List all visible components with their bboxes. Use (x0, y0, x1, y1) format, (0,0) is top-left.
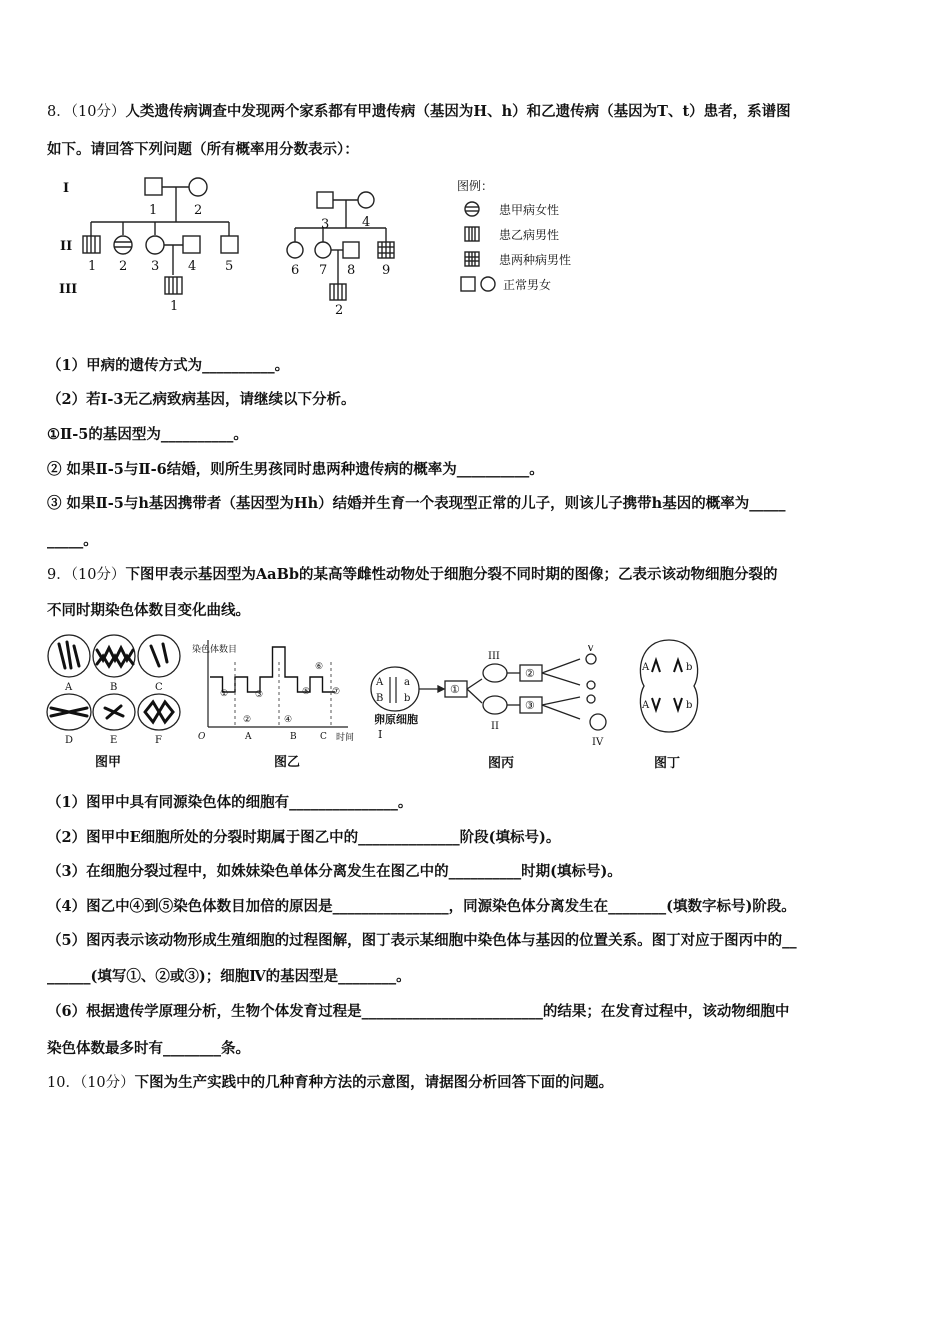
q8-sub2: （2）若I-3无乙病致病基因，请继续以下分析。 (47, 391, 356, 408)
q9-sub5-cont: ______(填写①、②或③)；细胞Ⅳ的基因型是________。 (47, 968, 411, 985)
legend-normal-male (461, 277, 475, 291)
svg-text:2: 2 (119, 259, 128, 274)
q9-sub6: （6）根据遗传学原理分析，生物个体发育过程是_________________________的结果；在发育过程中，该动物细胞中 (47, 1003, 790, 1020)
f1-gen2-male4 (183, 236, 200, 253)
f1-gen1-female (189, 178, 207, 196)
q8-sub2b: ② 如果Ⅱ-5与Ⅱ-6结婚，则所生男孩同时患两种遗传病的概率为__________。 (47, 461, 544, 478)
q8-header: 8．（10分）人类遗传病调查中发现两个家系都有甲遗传病（基因为H、h）和乙遗传病（基因为T、t）患者，系谱图 (47, 103, 791, 120)
fig-ding (636, 634, 706, 774)
f1-gen2-male5 (221, 236, 238, 253)
svg-text:4: 4 (362, 215, 371, 230)
yi-stage-7: ⑦ (332, 687, 341, 697)
svg-text:III: III (488, 651, 500, 662)
yi-stage-6: ⑥ (315, 662, 324, 672)
q9-sub4: （4）图乙中④到⑤染色体数目加倍的原因是________________，同源染色体分离发生在________(填数字标号)阶段。 (47, 898, 796, 915)
fig-bing (370, 645, 630, 773)
svg-text:6: 6 (291, 263, 300, 278)
q9-sub1: （1）图甲中具有同源染色体的细胞有_______________。 (47, 794, 413, 811)
svg-text:B: B (376, 693, 384, 704)
q8-sub1: （1）甲病的遗传方式为__________。 (47, 357, 290, 374)
bing-roman-i: I (378, 728, 383, 741)
svg-text:①: ① (450, 683, 460, 696)
svg-text:1: 1 (88, 259, 97, 274)
svg-text:F: F (155, 735, 162, 746)
svg-text:4: 4 (188, 259, 197, 274)
gen-label-2: II (60, 239, 73, 254)
f2-gen2-female7 (315, 242, 331, 258)
svg-text:A: A (376, 677, 384, 688)
svg-text:a: a (404, 677, 410, 688)
q9-header: 9．（10分）下图甲表示基因型为AaBb的某高等雌性动物处于细胞分裂不同时期的图像；乙表示该动物细胞分裂的 (47, 566, 778, 583)
fig-yi-caption: 图乙 (274, 755, 301, 770)
q9-sub6-cont: 染色体数最多时有________条。 (47, 1040, 250, 1057)
f2-gen2-male8 (343, 242, 359, 258)
svg-text:患乙病男性: 患乙病男性 (499, 228, 560, 242)
svg-text:IV: IV (592, 737, 604, 748)
fig-ding-caption: 图丁 (654, 756, 681, 771)
yi-stage-4: ④ (284, 715, 293, 725)
svg-text:b: b (686, 700, 693, 711)
svg-text:正常男女: 正常男女 (503, 278, 552, 292)
svg-text:C: C (155, 682, 163, 693)
svg-text:9: 9 (382, 263, 391, 278)
fig-yi (190, 632, 365, 774)
yi-stage-2: ② (243, 715, 252, 725)
legend-title: 图例： (457, 179, 494, 193)
svg-text:b: b (686, 662, 693, 673)
svg-text:3: 3 (151, 259, 160, 274)
q8-sub2c-cont: _____。 (47, 532, 98, 549)
q9-sub3: （3）在细胞分裂过程中，如姝妹染色单体分离发生在图乙中的__________时期(填标号)。 (47, 863, 622, 880)
q9-sub2: （2）图甲中E细胞所处的分裂时期属于图乙中的______________阶段(填标号)。 (47, 829, 561, 846)
fig-bing-caption: 图丙 (488, 756, 515, 771)
fig-jia-caption: 图甲 (95, 755, 122, 770)
yi-phase-c: C (320, 732, 327, 742)
f2-gen1-female (358, 192, 374, 208)
q8-sub2a: ①Ⅱ-5的基因型为__________。 (47, 426, 248, 443)
f2-gen2-female6 (287, 242, 303, 258)
svg-text:3: 3 (321, 217, 330, 232)
svg-text:A: A (642, 662, 650, 673)
svg-text:b: b (404, 693, 411, 704)
yi-phase-b: B (290, 732, 297, 742)
legend-female-a (465, 202, 479, 216)
svg-text:II: II (491, 721, 499, 732)
bing-cell-label: 卵原细胞 (374, 713, 418, 726)
q9-header-cont: 不同时期染色体数目变化曲线。 (47, 602, 250, 619)
gen-label-1: I (63, 181, 70, 196)
q8-sub2c: ③ 如果Ⅱ-5与h基因携带者（基因型为Hh）结婚并生育一个表现型正常的儿子，则该儿子携带h基因的概率为_____ (47, 495, 786, 512)
svg-text:患两种病男性: 患两种病男性 (499, 253, 572, 267)
yi-stage-5: ⑤ (302, 687, 311, 697)
yi-phase-a: A (245, 732, 252, 742)
q10-header: 10．（10分）下图为生产实践中的几种育种方法的示意图，请据图分析回答下面的问题。 (47, 1074, 614, 1091)
yi-xlabel: 时间 (336, 733, 355, 743)
f2-gen1-male (317, 192, 333, 208)
legend-normal-female (481, 277, 495, 291)
yi-stage-1: ① (220, 689, 229, 699)
yi-stage-3: ③ (255, 690, 264, 700)
svg-text:B: B (110, 682, 118, 693)
svg-text:A: A (65, 682, 73, 693)
yi-origin: O (198, 732, 206, 742)
q9-sub5: （5）图丙表示该动物形成生殖细胞的过程图解，图丁表示某细胞中染色体与基因的位置关系。图丁对应于图丙中的__ (47, 932, 797, 949)
yi-ylabel: 染色体数目 (192, 645, 238, 655)
svg-text:7: 7 (319, 263, 328, 278)
svg-text:5: 5 (225, 259, 234, 274)
svg-text:1: 1 (149, 203, 158, 218)
fig-jia (45, 632, 185, 772)
f1-gen2-female2 (114, 236, 132, 254)
f1-gen1-male (145, 178, 162, 195)
svg-text:2: 2 (335, 303, 344, 317)
q8-header-cont: 如下。请回答下列问题（所有概率用分数表示）： (47, 141, 359, 158)
pedigree-figure (55, 172, 615, 317)
svg-text:V: V (587, 645, 595, 654)
svg-text:8: 8 (347, 263, 356, 278)
svg-text:②: ② (525, 667, 535, 680)
svg-text:2: 2 (194, 203, 203, 218)
gen-label-3: III (59, 282, 78, 297)
f1-gen2-female3 (146, 236, 164, 254)
svg-text:③: ③ (525, 699, 535, 712)
svg-text:E: E (110, 735, 118, 746)
svg-text:D: D (65, 735, 74, 746)
svg-text:1: 1 (170, 299, 179, 314)
svg-text:患甲病女性: 患甲病女性 (499, 203, 560, 217)
svg-text:A: A (642, 700, 650, 711)
